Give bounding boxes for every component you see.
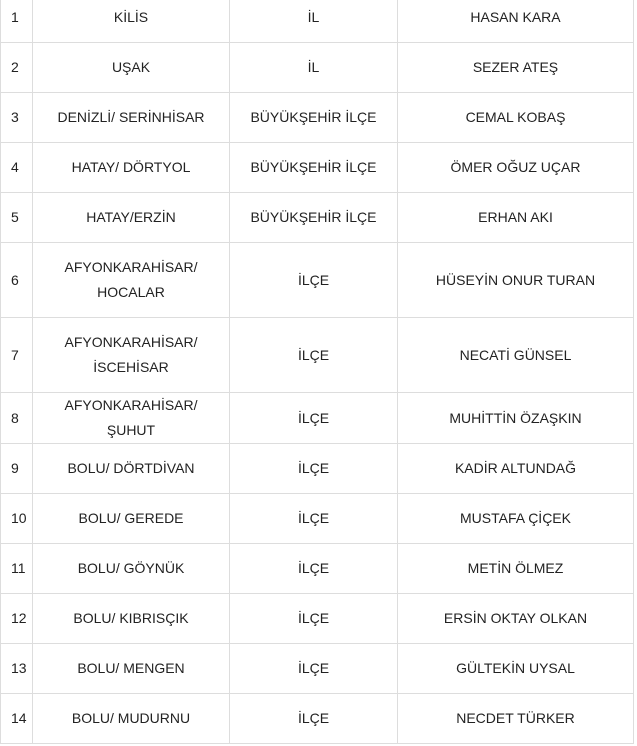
- row-place: HATAY/ DÖRTYOL: [33, 143, 230, 193]
- table-row: [1, 0, 634, 43]
- table-row: [1, 694, 634, 744]
- table-row: [1, 544, 634, 594]
- table-row: [1, 243, 634, 318]
- row-name: NECATİ GÜNSEL: [398, 318, 634, 393]
- row-number: 11: [1, 544, 33, 594]
- row-type: İLÇE: [230, 594, 398, 644]
- row-type: BÜYÜKŞEHİR İLÇE: [230, 193, 398, 243]
- row-type: İLÇE: [230, 544, 398, 594]
- row-number: 9: [1, 444, 33, 494]
- table-row: [1, 93, 634, 143]
- table-row: [1, 143, 634, 193]
- row-number: 3: [1, 93, 33, 143]
- row-place: AFYONKARAHİSAR/ HOCALAR: [33, 243, 230, 318]
- row-place: AFYONKARAHİSAR/ İSCEHİSAR: [33, 318, 230, 393]
- table-row: [1, 193, 634, 243]
- table-row: [1, 393, 634, 444]
- row-place: BOLU/ GEREDE: [33, 494, 230, 544]
- row-place: DENİZLİ/ SERİNHİSAR: [33, 93, 230, 143]
- row-place: AFYONKARAHİSAR/ ŞUHUT: [33, 393, 230, 444]
- row-number: 14: [1, 694, 33, 744]
- row-place: BOLU/ MENGEN: [33, 644, 230, 694]
- row-type: İLÇE: [230, 444, 398, 494]
- row-place: UŞAK: [33, 43, 230, 93]
- row-name: ÖMER OĞUZ UÇAR: [398, 143, 634, 193]
- row-number: 6: [1, 243, 33, 318]
- row-place: BOLU/ MUDURNU: [33, 694, 230, 744]
- row-type: İLÇE: [230, 494, 398, 544]
- row-name: ERSİN OKTAY OLKAN: [398, 594, 634, 644]
- row-type: BÜYÜKŞEHİR İLÇE: [230, 143, 398, 193]
- row-name: KADİR ALTUNDAĞ: [398, 444, 634, 494]
- row-name: ERHAN AKI: [398, 193, 634, 243]
- row-type: İLÇE: [230, 393, 398, 444]
- row-name: MUSTAFA ÇİÇEK: [398, 494, 634, 544]
- row-place: BOLU/ GÖYNÜK: [33, 544, 230, 594]
- row-name: CEMAL KOBAŞ: [398, 93, 634, 143]
- row-name: SEZER ATEŞ: [398, 43, 634, 93]
- row-number: 7: [1, 318, 33, 393]
- row-name: MUHİTTİN ÖZAŞKIN: [398, 393, 634, 444]
- table-row: [1, 444, 634, 494]
- row-number: 13: [1, 644, 33, 694]
- row-place: HATAY/ERZİN: [33, 193, 230, 243]
- table-row: [1, 644, 634, 694]
- row-name: HÜSEYİN ONUR TURAN: [398, 243, 634, 318]
- row-place: KİLİS: [33, 0, 230, 43]
- row-place: BOLU/ DÖRTDİVAN: [33, 444, 230, 494]
- row-number: 1: [1, 0, 33, 43]
- row-name: GÜLTEKİN UYSAL: [398, 644, 634, 694]
- row-number: 10: [1, 494, 33, 544]
- table-body: [1, 0, 634, 744]
- row-number: 5: [1, 193, 33, 243]
- row-type: BÜYÜKŞEHİR İLÇE: [230, 93, 398, 143]
- table-row: [1, 43, 634, 93]
- row-name: NECDET TÜRKER: [398, 694, 634, 744]
- row-number: 12: [1, 594, 33, 644]
- row-number: 8: [1, 393, 33, 444]
- row-number: 4: [1, 143, 33, 193]
- row-type: İL: [230, 43, 398, 93]
- table-row: [1, 318, 634, 393]
- row-type: İLÇE: [230, 694, 398, 744]
- row-type: İLÇE: [230, 318, 398, 393]
- row-place: BOLU/ KIBRISÇIK: [33, 594, 230, 644]
- row-number: 2: [1, 43, 33, 93]
- row-type: İL: [230, 0, 398, 43]
- row-type: İLÇE: [230, 644, 398, 694]
- row-name: HASAN KARA: [398, 0, 634, 43]
- row-type: İLÇE: [230, 243, 398, 318]
- table-row: [1, 594, 634, 644]
- table-row: [1, 494, 634, 544]
- row-name: METİN ÖLMEZ: [398, 544, 634, 594]
